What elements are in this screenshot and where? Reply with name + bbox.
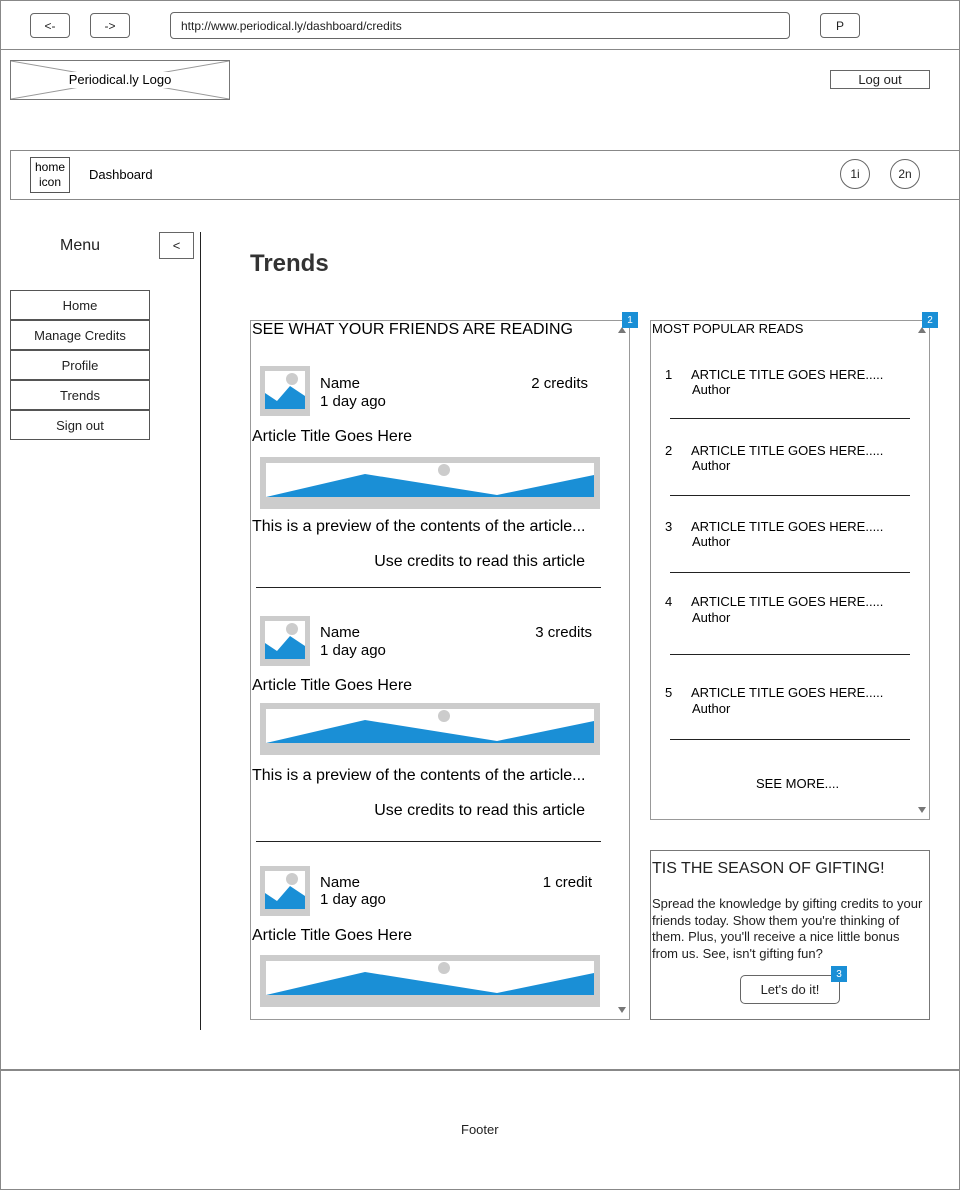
image-placeholder-icon	[260, 955, 600, 1007]
avatar	[260, 366, 310, 416]
post-credits: 1 credit	[542, 874, 592, 891]
most-popular-panel[interactable]	[650, 320, 930, 820]
post-preview: This is a preview of the contents of the article...	[252, 767, 586, 784]
post-author-name[interactable]: Name	[320, 874, 361, 891]
sidebar-item-trends[interactable]: Trends	[10, 380, 150, 410]
article-image	[260, 457, 600, 509]
scroll-down-icon[interactable]	[918, 807, 926, 813]
popular-item-author: Author	[692, 534, 731, 549]
notification-circle-1[interactable]: 1i	[840, 159, 870, 189]
sidebar-divider	[200, 232, 201, 1030]
friends-reading-panel[interactable]	[250, 320, 630, 1020]
image-placeholder-icon	[260, 457, 600, 509]
use-credits-link[interactable]: Use credits to read this article	[374, 553, 585, 570]
popular-item-rank: 1	[665, 367, 673, 382]
sidebar-title: Menu	[60, 237, 101, 254]
gifting-body: Spread the knowledge by gifting credits to your friends today. Show them you're thinking of them. Plus, you'll receive a nice little bonus from us. See, isn't gifting fun?	[652, 896, 923, 961]
annotation-badge: 1	[622, 312, 638, 328]
image-placeholder-icon	[260, 703, 600, 755]
sidebar-item-sign-out[interactable]: Sign out	[10, 410, 150, 440]
sidebar-item-manage-credits[interactable]: Manage Credits	[10, 320, 150, 350]
avatar	[260, 866, 310, 916]
post-credits: 3 credits	[535, 624, 592, 641]
logo-text: Periodical.ly Logo	[51, 72, 189, 88]
see-more-link[interactable]: SEE MORE....	[756, 776, 840, 791]
gifting-heading: TIS THE SEASON OF GIFTING!	[652, 860, 885, 877]
post-article-title[interactable]: Article Title Goes Here	[252, 677, 413, 694]
post-author-name[interactable]: Name	[320, 375, 361, 392]
popular-item-title[interactable]: ARTICLE TITLE GOES HERE.....	[691, 443, 884, 458]
popular-item-author: Author	[692, 382, 731, 397]
friends-panel-heading: SEE WHAT YOUR FRIENDS ARE READING	[252, 321, 573, 338]
logout-button[interactable]: Log out	[830, 70, 930, 89]
post-article-title[interactable]: Article Title Goes Here	[252, 927, 413, 944]
post-preview: This is a preview of the contents of the article...	[252, 518, 586, 535]
footer-divider	[0, 1069, 960, 1071]
image-placeholder-icon	[260, 866, 310, 916]
popular-item-author: Author	[692, 701, 731, 716]
sidebar-collapse-button[interactable]: <	[159, 232, 194, 259]
dashboard-link[interactable]: Dashboard	[89, 167, 153, 182]
forward-button[interactable]: ->	[90, 13, 130, 38]
scroll-down-icon[interactable]	[618, 1007, 626, 1013]
image-placeholder-icon	[260, 616, 310, 666]
annotation-badge: 2	[922, 312, 938, 328]
home-icon[interactable]: home icon	[30, 157, 70, 193]
logo[interactable]	[10, 60, 230, 100]
gift-button[interactable]: Let's do it!	[740, 975, 840, 1004]
popular-item-author: Author	[692, 458, 731, 473]
url-bar[interactable]: http://www.periodical.ly/dashboard/credits	[170, 12, 790, 39]
popular-item-rank: 4	[665, 594, 673, 609]
popular-item-title[interactable]: ARTICLE TITLE GOES HERE.....	[691, 594, 884, 609]
post-time: 1 day ago	[320, 891, 386, 908]
popular-divider	[670, 418, 910, 419]
sidebar-item-profile[interactable]: Profile	[10, 350, 150, 380]
browser-bar-divider	[0, 49, 960, 50]
popular-item-title[interactable]: ARTICLE TITLE GOES HERE.....	[691, 685, 884, 700]
back-button[interactable]: <-	[30, 13, 70, 38]
notification-circle-2[interactable]: 2n	[890, 159, 920, 189]
post-time: 1 day ago	[320, 642, 386, 659]
popular-panel-heading: MOST POPULAR READS	[652, 321, 804, 336]
post-author-name[interactable]: Name	[320, 624, 361, 641]
page-title: Trends	[250, 250, 329, 277]
post-divider	[256, 587, 601, 588]
popular-item-title[interactable]: ARTICLE TITLE GOES HERE.....	[691, 519, 884, 534]
post-time: 1 day ago	[320, 393, 386, 410]
gifting-panel	[650, 850, 930, 1020]
browser-extra-button[interactable]: P	[820, 13, 860, 38]
post-article-title[interactable]: Article Title Goes Here	[252, 428, 413, 445]
post-credits: 2 credits	[531, 375, 588, 392]
popular-divider	[670, 495, 910, 496]
popular-item-rank: 5	[665, 685, 673, 700]
annotation-badge: 3	[831, 966, 847, 982]
sidebar-item-home[interactable]: Home	[10, 290, 150, 320]
popular-divider	[670, 572, 910, 573]
use-credits-link[interactable]: Use credits to read this article	[374, 802, 585, 819]
navbar	[10, 150, 960, 200]
article-image	[260, 703, 600, 755]
popular-item-rank: 2	[665, 443, 673, 458]
article-image	[260, 955, 600, 1007]
friends-panel-scrollbar[interactable]	[615, 321, 629, 1019]
image-placeholder-icon	[260, 366, 310, 416]
popular-item-title[interactable]: ARTICLE TITLE GOES HERE.....	[691, 367, 884, 382]
popular-item-author: Author	[692, 610, 731, 625]
popular-item-rank: 3	[665, 519, 673, 534]
popular-divider	[670, 654, 910, 655]
popular-divider	[670, 739, 910, 740]
avatar	[260, 616, 310, 666]
popular-panel-scrollbar[interactable]	[915, 321, 929, 819]
footer-text: Footer	[461, 1122, 499, 1137]
post-divider	[256, 841, 601, 842]
